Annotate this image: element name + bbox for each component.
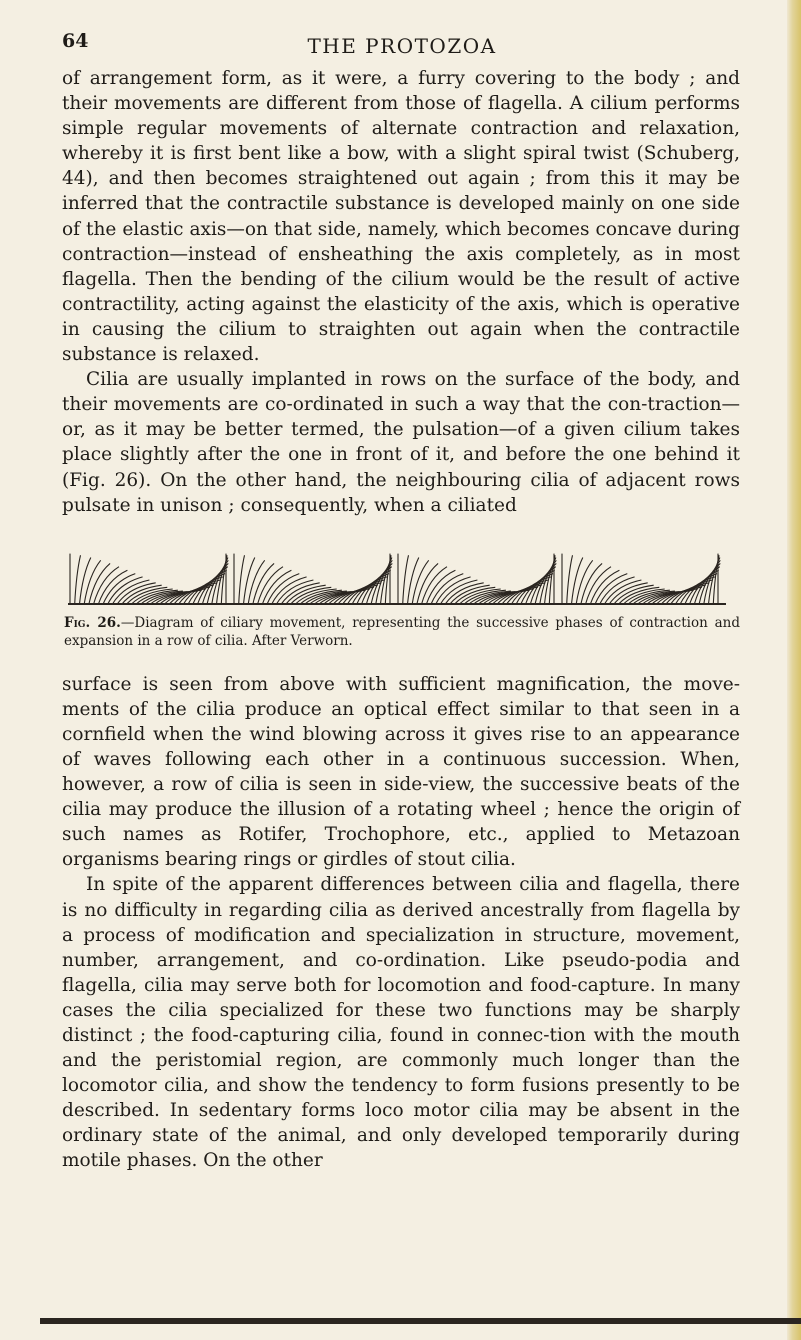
cilium-stroke	[426, 570, 455, 604]
figure-caption	[62, 614, 740, 650]
cilium-stroke	[262, 570, 291, 604]
cilium-stroke	[567, 555, 573, 604]
cilium-stroke	[253, 563, 274, 604]
paragraph-1: of arrangement form, as it were, a furry covering to the body ; and their movements are different from those of flagella. A cilium performs simple regular movements of alternate contraction and relaxation, whereby it is first bent like a bow, with a slight spiral twist (Schuberg, 44), and then becomes straightened out again ; from this it may be inferred that the contractile substance is developed mainly on one side of the elastic axis—on that side, namely, which becomes concave during contraction—instead of ensheathing the axis completely, as in most flagella. Then the bending of the cilium would be the result of active contractility, acting against the elasticity of the axis, which is operative in causing the cilium to straighten out again when the contractile substance is relaxed.	[62, 68, 740, 366]
cilium-stroke	[417, 563, 438, 604]
cilium-stroke	[89, 563, 110, 604]
cilia-strokes	[70, 553, 720, 603]
running-title: THE PROTOZOA	[307, 34, 497, 58]
cilium-stroke	[403, 555, 409, 604]
page-number: 64	[62, 30, 89, 52]
cilium-stroke	[98, 570, 127, 604]
page-body	[62, 66, 740, 1174]
figure-26	[62, 544, 740, 650]
page-header	[62, 30, 742, 64]
bottom-rule	[40, 1318, 801, 1324]
cilium-stroke	[239, 555, 245, 604]
figure-caption-text: —Diagram of ciliary movement, representing the successive phases of contraction and expansion in a row of cilia. After Verworn.	[64, 614, 740, 649]
cilia-row-diagram	[62, 544, 734, 608]
paragraph-3: surface is seen from above with sufficient magnification, the move-ments of the cilia produce an optical effect similar to that seen in a cornfield when the wind blowing across it gives rise to an appearance of waves following each other in a continuous succession. When, however, a row of cilia is seen in side-view, the successive beats of the cilia may produce the illusion of a rotating wheel ; hence the origin of such names as Rotifer, Trochophore, etc., applied to Metazoan organisms bearing rings or girdles of stout cilia.	[62, 673, 740, 871]
figure-label: Fig. 26.	[64, 614, 121, 631]
cilium-stroke	[590, 570, 619, 604]
cilium-stroke	[581, 563, 602, 604]
page-edge	[787, 0, 801, 1340]
cilium-stroke	[75, 555, 81, 604]
paragraph-4: In spite of the apparent differences between cilia and flagella, there is no difficulty in regarding cilia as derived ancestrally from flagella by a process of modification and specialization in structure, movement, number, arrangement, and co-ordination. Like pseudo-podia and flagella, cilia may serve both for locomotion and food-capture. In many cases the cilia specialized for these two functions may be sharply distinct ; the food-capturing cilia, found in connec-tion with the mouth and the peristomial region, are commonly much longer than the locomotor cilia, and show the tendency to form fusions presently to be described. In sedentary forms loco motor cilia may be absent in the ordinary state of the animal, and only developed temporarily during motile phases. On the other	[62, 874, 740, 1172]
paragraph-2: Cilia are usually implanted in rows on the surface of the body, and their movements are co-ordinated in such a way that the con-traction—or, as it may be better termed, the pulsation—of a given cilium takes place slightly after the one in front of it, and before the one behind it (Fig. 26). On the other hand, the neighbouring cilia of adjacent rows pulsate in unison ; consequently, when a ciliated	[62, 369, 740, 516]
